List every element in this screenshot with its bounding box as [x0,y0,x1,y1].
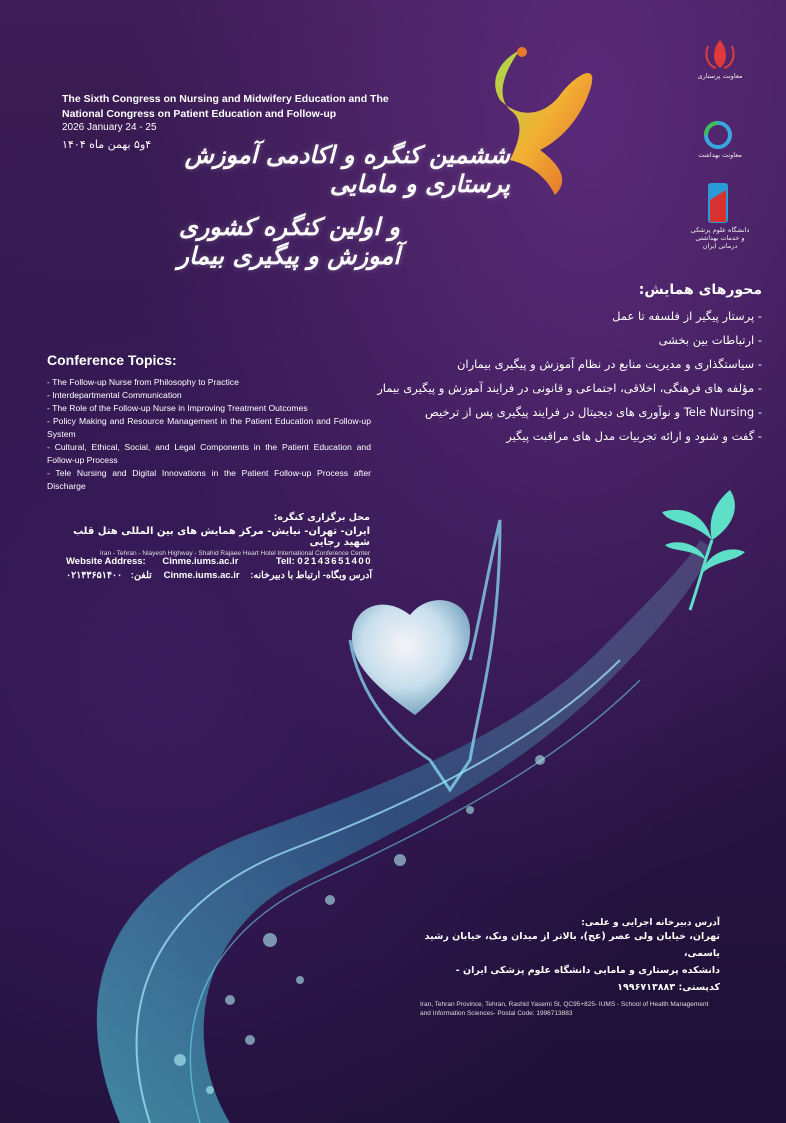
ministry-logo [690,72,750,80]
fa-website-link[interactable]: Cinme.iums.ac.ir [163,570,240,581]
english-topic-item: - Interdepartmental Communication [47,390,182,400]
fa-phone-number: ۰۲۱۴۳۶۵۱۴۰۰ [66,570,123,581]
venue-label: محل برگزاری کنگره: [273,512,370,523]
persian-topic-item: - گفت و شنود و ارائه تجربیات مدل های مراقبت پیگیر [506,429,762,443]
persian-topic-item: - ارتباطات بین بخشی [658,333,762,347]
health-caption: معاونت بهداشت [698,151,742,159]
health-logo-icon [706,123,730,147]
address-line-1: تهران، خیابان ولی عصر (عج)، بالاتر از میدان ونک، خیابان رشید یاسمی، [424,931,720,959]
persian-topic-item: - سیاستگذاری و مدیریت منابع در نظام آموزش و پیگیری بیماران [456,357,762,371]
english-topic-item: - Tele Nursing and Digital Innovations in the Patient Follow-up Process after Discharge [47,468,371,491]
fa-phone-label: تلفن: [130,570,152,581]
website-link[interactable]: Cinme.iums.ac.ir [162,556,239,567]
address-english: Iran, Tehran Province, Tehran, Rashid Yasemi St, QC95+825- IUMS - School of Health Management and Information Sciences- Postal Code: 1996713883 [420,1001,709,1017]
persian-title-line-1: ششمین کنگره و اکادمی آموزش پرستاری و مامایی [184,140,510,198]
contact-block [66,556,372,584]
emblem-icon [706,40,733,68]
persian-topics-title: محورهای همایش: [638,282,762,298]
ministry-caption: معاونت پرستاری [697,72,743,80]
address-block [420,918,720,1018]
venue-english: Iran - Tehran - Niayesh Highway - Shahid Rajaee Heart Hotel International Conference Center [99,550,370,557]
persian-title-line-2: و اولین کنگره کشوری آموزش و پیگیری بیمار [177,212,400,270]
persian-date: ۴و۵ بهمن ماه ۱۴۰۴ [62,138,152,151]
university-caption: دانشگاه علوم پزشکی و خدمات بهداشتی درمانی ایران [690,226,750,250]
address-label: آدرس دبیرخانه اجرایی و علمی: [581,918,720,928]
venue-block [68,512,370,557]
english-title: The Sixth Congress on Nursing and Midwifery Education and The National Congress on Patient Education and Follow-up [62,93,389,120]
university-logo [690,226,750,250]
persian-topic-item: - پرستار پیگیر از فلسفه تا عمل [612,309,762,323]
health-logo [690,151,750,159]
english-topic-item: - Cultural, Ethical, Social, and Legal Components in the Patient Education and Follow-up Process [47,442,371,465]
english-topic-item: - Policy Making and Resource Management in the Patient Education and Follow-up System [47,416,371,439]
university-logo-icon [708,183,728,223]
fa-website-label: آدرس وبگاه- ارتباط با دبیرخانه: [250,570,372,581]
website-label: Website Address: [66,556,146,567]
english-topic-item: - The Follow-up Nurse from Philosophy to Practice [47,377,239,387]
tell-label: Tell: [275,556,295,567]
persian-topic-item: - مؤلفه های فرهنگی، اخلاقی، اجتماعی و قانونی در فرایند آموزش و پیگیری بیمار [377,381,762,395]
english-topic-item: - The Role of the Follow-up Nurse in Improving Treatment Outcomes [47,403,308,413]
persian-topics [370,282,762,448]
english-date: 2026 January 24 - 25 [62,122,157,133]
english-topics-title: Conference Topics: [47,352,177,368]
english-topics [47,352,371,493]
address-line-2: دانشکده پرستاری و مامایی دانشگاه علوم پزشکی ایران - کدپستی: ۱۹۹۶۷۱۳۸۸۳ [455,965,720,993]
venue-persian: ایران- تهران- نیایش- مرکز همایش های بین المللی هتل قلب شهید رجایی [73,526,370,548]
persian-topic-item: - Tele Nursing و نوآوری های دیجیتال در فرایند پیگیری پس از ترخیص [424,405,762,419]
tell-number: 02143651400 [297,556,372,567]
